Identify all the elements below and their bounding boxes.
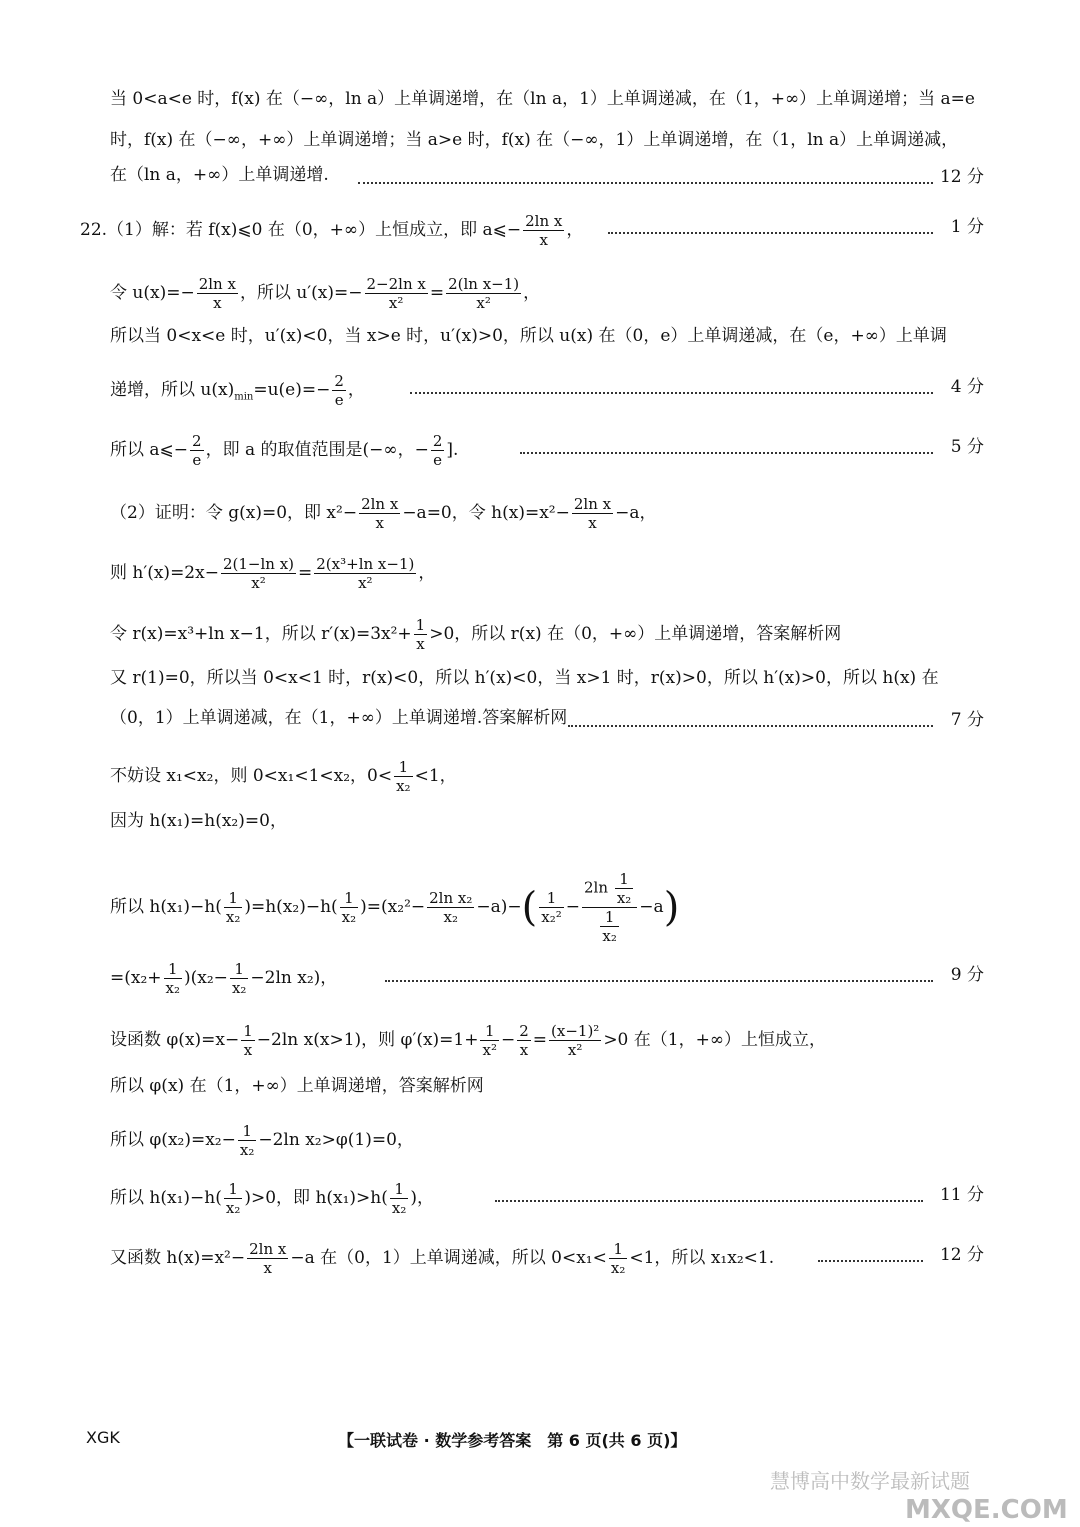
denominator: [582, 908, 637, 945]
text: ，: [523, 283, 541, 303]
fraction: [224, 1180, 242, 1217]
text: −2ln x₂>φ(1)=0，: [258, 1130, 414, 1150]
numerator: 1: [230, 960, 248, 979]
numerator: 1: [415, 616, 426, 634]
score-label: 11 分: [939, 1185, 984, 1205]
leader-dots: [495, 1200, 923, 1202]
fraction: [427, 889, 474, 926]
text: （2）证明：令 g(x)=0，即 x²−: [110, 503, 358, 523]
denominator: x₂²: [541, 908, 562, 926]
text: −a=0，令 h(x)=x²−: [402, 503, 570, 523]
fraction: [247, 1240, 288, 1277]
footer-code: XGK: [86, 1428, 120, 1447]
text: =: [429, 283, 445, 303]
text: =: [532, 1030, 548, 1050]
numerator: 1: [609, 1240, 627, 1259]
text: ，: [347, 380, 365, 400]
numerator: 2ln x: [361, 495, 399, 513]
numerator: 2: [519, 1022, 529, 1040]
fraction: [549, 1022, 601, 1059]
denominator: x: [416, 635, 425, 653]
denominator: x²: [476, 294, 491, 312]
text: 设函数 φ(x)=x−: [110, 1030, 240, 1050]
text-line: [110, 1180, 434, 1217]
left-paren: (: [521, 884, 538, 931]
text-line: 时，f(x) 在（−∞，+∞）上单调递增；当 a>e 时，f(x) 在（−∞，1）上单调递增，在（1，ln a）上单调递减，: [110, 130, 959, 150]
text-line: [110, 1122, 414, 1159]
denominator: x₂: [231, 979, 247, 997]
fraction: [446, 275, 521, 312]
numerator: 2ln x₂: [429, 889, 473, 907]
text-line: [110, 275, 540, 312]
text: 令 r(x)=x³+ln x−1，所以 r′(x)=3x²+: [110, 624, 412, 644]
text: 22.（1）解：若 f(x)⩽0 在（0，+∞）上恒成立，即 a⩽−: [80, 220, 522, 240]
numerator: 2ln x: [525, 212, 563, 230]
text: )=(x₂²−: [360, 897, 426, 917]
text: 所以 h(x₁)−h(: [110, 1188, 222, 1208]
numerator: 2(ln x−1): [448, 275, 520, 293]
denominator: e: [192, 451, 202, 469]
score-label: 5 分: [950, 437, 984, 457]
text-line: [110, 1240, 774, 1277]
denominator: x: [213, 294, 222, 312]
text-line: 当 0<a<e 时，f(x) 在（−∞，ln a）上单调递增，在（ln a，1）上单调递减，在（1，+∞）上单调递增；当 a=e: [110, 89, 975, 109]
denominator: x: [539, 231, 548, 249]
text: 则 h′(x)=2x−: [110, 563, 219, 583]
numerator: [582, 870, 637, 908]
text: <1，: [414, 766, 457, 786]
text-line: [110, 758, 457, 795]
denominator: x₂: [225, 908, 241, 926]
footer-page-info: 【一联试卷 · 数学参考答案 第 6 页(共 6 页)】: [338, 1431, 687, 1450]
numerator: 1: [164, 960, 182, 979]
fraction: [314, 555, 416, 592]
text-line: [110, 432, 458, 469]
score-label: 1 分: [950, 217, 984, 237]
denominator: x: [588, 514, 597, 532]
text-line: [110, 960, 337, 997]
leader-dots: [385, 980, 933, 982]
text: >0，所以 r(x) 在（0，+∞）上单调递增，答案解析网: [429, 624, 842, 644]
text: =u(e)=−: [253, 380, 331, 400]
leader-dots: [358, 182, 933, 184]
leader-dots: [818, 1260, 923, 1262]
leader-dots: [568, 725, 933, 727]
denominator: e: [433, 451, 443, 469]
text-line: 所以当 0<x<e 时，u′(x)<0，当 x>e 时，u′(x)>0，所以 u(x) 在（0，e）上单调递减，在（e，+∞）上单调: [110, 326, 947, 346]
denominator: e: [334, 391, 344, 409]
question-22-line: [80, 212, 583, 249]
fraction: [238, 1122, 256, 1159]
text-line: 因为 h(x₁)=h(x₂)=0，: [110, 811, 287, 831]
fraction: [431, 432, 445, 469]
numerator: 1: [390, 1180, 408, 1199]
text: ，: [566, 220, 584, 240]
fraction: [224, 889, 242, 926]
numerator: 2: [334, 372, 344, 390]
text: >0 在（1，+∞）上恒成立，: [603, 1030, 826, 1050]
text-line: 又 r(1)=0，所以当 0<x<1 时，r(x)<0，所以 h′(x)<0，当 x>1 时，r(x)>0，所以 h′(x)>0，所以 h(x) 在: [110, 668, 939, 688]
text-line: 所以 h(x₁)−h( $\frac{1}{\text{x₂}}$ )=h(x₂)−h( $\frac{1}{\text{x₂}}$ )=(x₂²− $\frac{\text{2ln x₂}}{\text{x₂}}$ −a)−( $\frac{1}{\text{x₂²}}$ − 2ln $\frac{1}{\text{x₂}}$ $\frac{1}{\text{x₂}}$ −a): [110, 870, 680, 945]
text: 所以 a⩽−: [110, 440, 189, 460]
denominator: x: [263, 1259, 272, 1277]
text: 递增，所以 u(x): [110, 380, 235, 400]
fraction: [190, 432, 204, 469]
numerator: 2ln x: [198, 275, 236, 293]
text: )(x₂−: [184, 968, 228, 988]
text: 所以 φ(x₂)=x₂−: [110, 1130, 236, 1150]
watermark-text: 慧博高中数学最新试题: [770, 1469, 970, 1493]
compound-fraction: [582, 870, 637, 945]
fraction: [609, 1240, 627, 1277]
fraction: [615, 870, 633, 907]
numerator: 1: [394, 758, 412, 777]
fraction: [394, 758, 412, 795]
watermark-site: MXQE.COM: [905, 1495, 1068, 1525]
subscript: min: [234, 391, 254, 403]
numerator: 2(x³+ln x−1): [316, 555, 415, 573]
numerator: 2: [432, 432, 443, 450]
text-line: [110, 495, 656, 532]
fraction: [164, 960, 182, 997]
numerator: 2ln x: [249, 1240, 287, 1258]
numerator: 2: [192, 432, 202, 450]
fraction: [539, 889, 564, 926]
denominator: x²: [482, 1041, 497, 1059]
score-label: 9 分: [950, 965, 984, 985]
text-line: （0，1）上单调递减，在（1，+∞）上单调递增.答案解析网: [110, 708, 568, 728]
denominator: x: [519, 1041, 529, 1059]
denominator: x₂: [225, 1199, 241, 1217]
text: ，所以 u′(x)=−: [239, 283, 363, 303]
text: ，即 a 的取值范围是: [205, 440, 363, 460]
numerator: 2(1−ln x): [222, 555, 295, 573]
text: −a)−: [476, 897, 522, 917]
score-label: 4 分: [950, 377, 984, 397]
denominator: x₂: [341, 908, 357, 926]
text-line: 在（ln a，+∞）上单调递增.: [110, 165, 329, 185]
text-line: [110, 555, 435, 592]
text: )，: [410, 1188, 435, 1208]
denominator: x₂: [443, 908, 458, 926]
denominator: x₂: [239, 1141, 255, 1159]
leader-dots: [608, 232, 933, 234]
denominator: x₂: [396, 777, 411, 795]
text-line: [110, 1022, 826, 1059]
numerator: 1: [224, 889, 242, 908]
denominator: x₂: [391, 1199, 407, 1217]
numerator: 1: [615, 870, 633, 889]
numerator: 1: [340, 889, 358, 908]
score-label: 12 分: [939, 1245, 984, 1265]
fraction: [340, 889, 358, 926]
fraction: [197, 275, 238, 312]
text: −a: [639, 897, 664, 917]
denominator: x²: [358, 574, 373, 592]
leader-dots: [520, 452, 933, 454]
fraction: [517, 1022, 531, 1059]
fraction: [600, 908, 618, 945]
text: =: [298, 563, 313, 583]
numerator: 1: [238, 1122, 256, 1141]
score-label: 12 分: [939, 167, 984, 187]
fraction: [359, 495, 400, 532]
denominator: x²: [388, 294, 404, 312]
fraction: [414, 616, 428, 653]
right-paren: ): [663, 884, 680, 931]
numerator: 1: [243, 1022, 253, 1040]
denominator: x: [375, 514, 384, 532]
text: 2ln: [584, 878, 609, 897]
text: (−∞，−: [362, 440, 429, 460]
text: −2ln x(x>1)，则 φ′(x)=1+: [256, 1030, 479, 1050]
text: )=h(x₂)−h(: [244, 897, 338, 917]
fraction: [572, 495, 613, 532]
denominator: x₂: [610, 1259, 626, 1277]
text: −: [500, 1030, 516, 1050]
text-line: [110, 372, 365, 410]
denominator: x₂: [616, 889, 632, 907]
numerator: 1: [600, 908, 618, 927]
text: 又函数 h(x)=x²−: [110, 1248, 246, 1268]
fraction: [480, 1022, 498, 1059]
numerator: (x−1)²: [551, 1022, 600, 1040]
numerator: 2−2ln x: [366, 275, 426, 293]
fraction: [230, 960, 248, 997]
numerator: 1: [224, 1180, 242, 1199]
text: −2ln x₂)，: [250, 968, 338, 988]
numerator: 2ln x: [573, 495, 612, 513]
text: 令 u(x)=−: [110, 283, 195, 303]
text: 所以 h(x₁)−h(: [110, 897, 222, 917]
fraction: [332, 372, 346, 409]
text: <1，所以 x₁x₂<1.: [629, 1248, 775, 1268]
denominator: x²: [567, 1041, 583, 1059]
leader-dots: [410, 392, 933, 394]
text: 不妨设 x₁<x₂，则 0<x₁<1<x₂，0<: [110, 766, 393, 786]
fraction: [241, 1022, 255, 1059]
denominator: x₂: [165, 979, 181, 997]
denominator: x²: [251, 574, 266, 592]
text: −a，: [615, 503, 657, 523]
fraction: [523, 212, 564, 249]
fraction: [365, 275, 428, 312]
denominator: x₂: [602, 927, 617, 945]
text: ，: [418, 563, 436, 583]
numerator: 1: [539, 889, 564, 908]
text-line: 所以 φ(x) 在（1，+∞）上单调递增，答案解析网: [110, 1076, 484, 1096]
text: )>0，即 h(x₁)>h(: [244, 1188, 388, 1208]
fraction: [390, 1180, 408, 1217]
text-line: [110, 616, 841, 653]
score-label: 7 分: [950, 710, 984, 730]
text: ].: [446, 440, 459, 460]
fraction: [221, 555, 296, 592]
numerator: 1: [480, 1022, 498, 1041]
denominator: x: [243, 1041, 253, 1059]
text: =(x₂+: [110, 968, 162, 988]
text: −a 在（0，1）上单调递减，所以 0<x₁<: [290, 1248, 607, 1268]
